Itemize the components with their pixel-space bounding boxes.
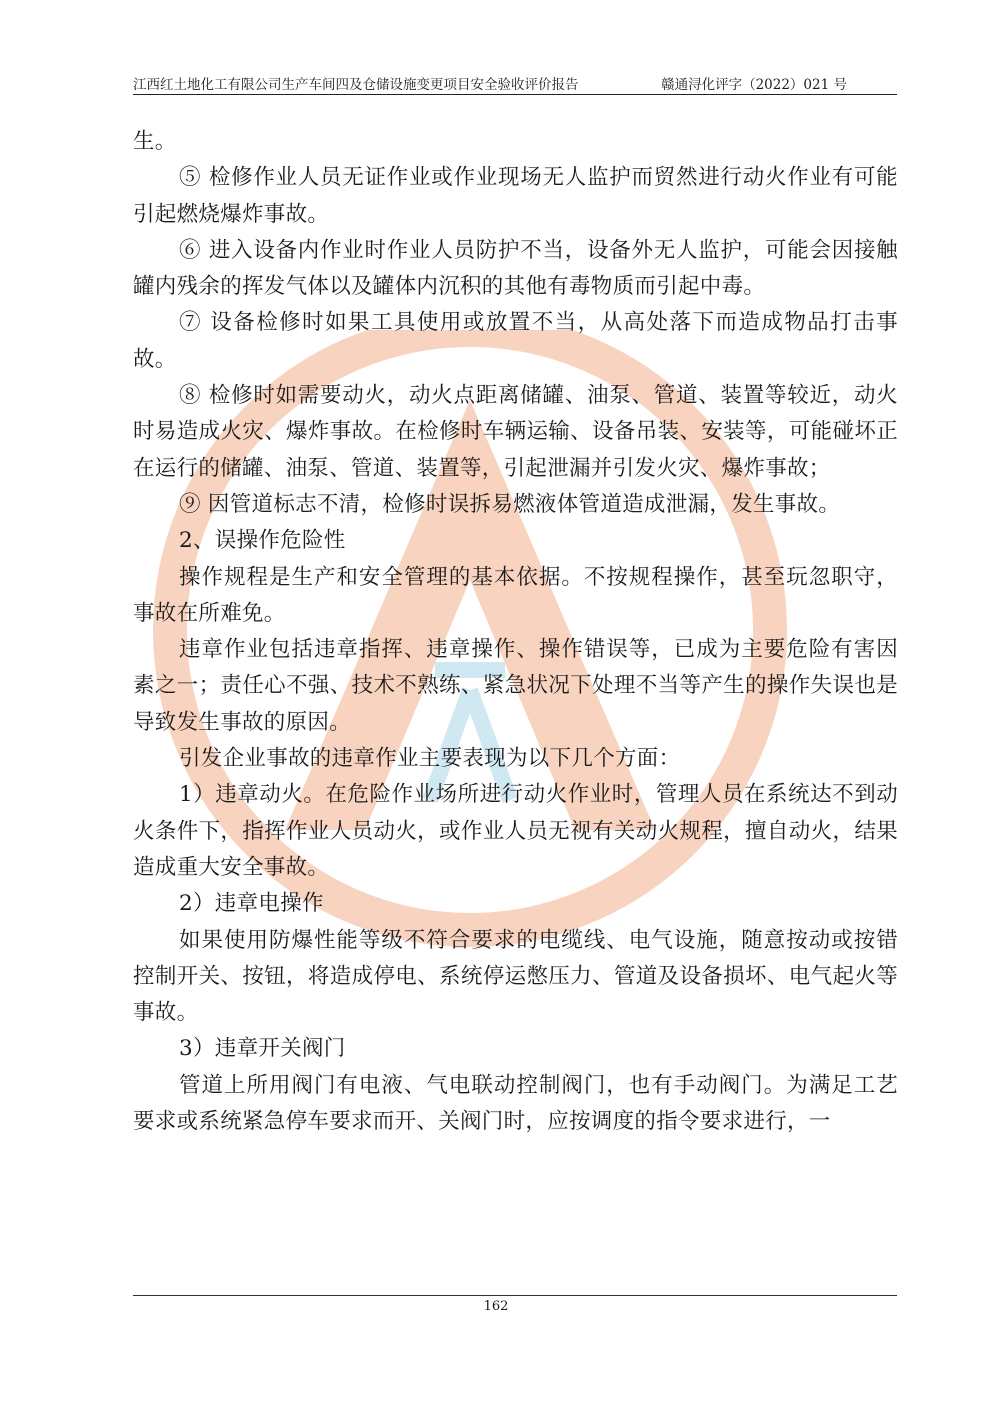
page-number: 162 xyxy=(483,1299,509,1314)
paragraph-item-9: ⑨ 因管道标志不清，检修时误拆易燃液体管道造成泄漏，发生事故。 xyxy=(179,491,841,517)
document-body xyxy=(133,124,898,1140)
paragraph-item-8: ⑧ 检修时如需要动火，动火点距离储罐、油泵、管道、装置等较近，动火时易造成火灾、爆炸事故。在检修时车辆运输、设备吊装、安装等，可能碰坏正在运行的储罐、油泵、管道、装置等，引起泄漏并引发火灾、爆炸事故； xyxy=(133,383,898,481)
paragraph-violation-1: 1）违章动火。在危险作业场所进行动火作业时，管理人员在系统达不到动火条件下，指挥作业人员动火，或作业人员无视有关动火规程，擅自动火，结果造成重大安全事故。 xyxy=(133,782,898,880)
paragraph-item-7: ⑦ 设备检修时如果工具使用或放置不当，从高处落下而造成物品打击事故。 xyxy=(133,310,898,372)
paragraph-continuation: 生。 xyxy=(133,129,177,154)
paragraph: 如果使用防爆性能等级不符合要求的电缆线、电气设施，随意按动或按错控制开关、按钮，将造成停电、系统停运憋压力、管道及设备损坏、电气起火等事故。 xyxy=(133,927,898,1026)
subheading-violation-2: 2）违章电操作 xyxy=(179,891,324,917)
paragraph: 违章作业包括违章指挥、违章操作、操作错误等，已成为主要危险有害因素之一；责任心不强、技术不熟练、紧急状况下处理不当等产生的操作失误也是导致发生事故的原因。 xyxy=(133,637,898,735)
paragraph-item-5: ⑤ 检修作业人员无证作业或作业现场无人监护而贸然进行动火作业有可能引起燃烧爆炸事故。 xyxy=(133,165,898,227)
report-title: 江西红土地化工有限公司生产车间四及仓储设施变更项目安全验收评价报告 xyxy=(133,77,579,93)
paragraph-item-6: ⑥ 进入设备内作业时作业人员防护不当，设备外无人监护，可能会因接触罐内残余的挥发气体以及罐体内沉积的其他有毒物质而引起中毒。 xyxy=(133,237,898,300)
subheading-violation-3: 3）违章开关阀门 xyxy=(179,1036,346,1062)
page-header xyxy=(133,76,897,95)
paragraph: 管道上所用阀门有电液、气电联动控制阀门，也有手动阀门。为满足工艺要求或系统紧急停车要求而开、关阀门时，应按调度的指令要求进行，一 xyxy=(133,1072,898,1135)
paragraph: 操作规程是生产和安全管理的基本依据。不按规程操作，甚至玩忽职守，事故在所难免。 xyxy=(133,564,898,626)
document-number: 赣通浔化评字（2022）021 号 xyxy=(661,77,847,93)
paragraph: 引发企业事故的违章作业主要表现为以下几个方面： xyxy=(179,746,681,772)
footer-divider xyxy=(133,1295,897,1296)
section-heading-misoperation: 2、误操作危险性 xyxy=(179,528,346,554)
